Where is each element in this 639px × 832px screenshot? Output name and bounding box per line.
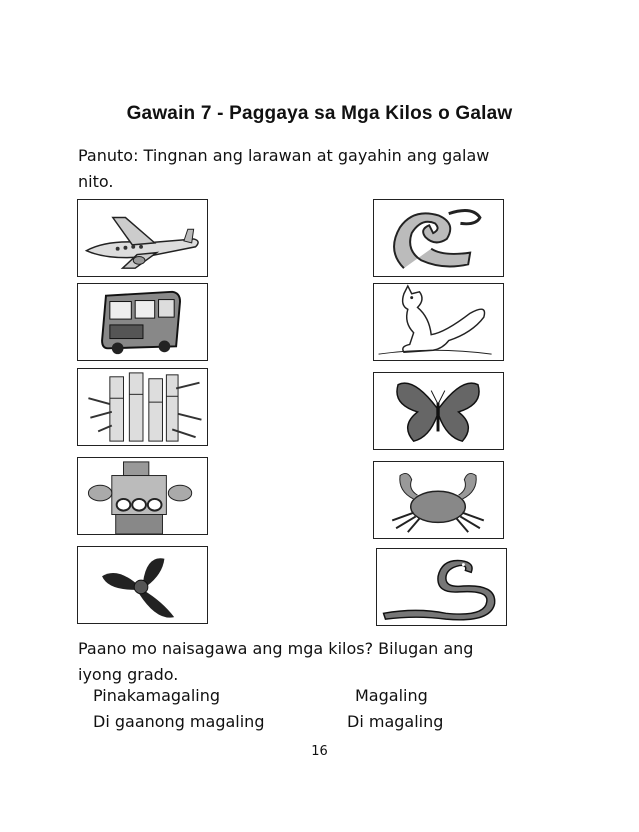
propeller-icon: [78, 547, 207, 623]
page-number: 16: [311, 744, 328, 759]
grade-poor[interactable]: Di magaling: [347, 712, 444, 731]
grade-good[interactable]: Magaling: [355, 686, 428, 705]
robot-icon: [78, 458, 207, 534]
robot-picture: [77, 457, 208, 535]
question-text: Paano mo naisagawa ang mga kilos? Bilugan ang iyong grado.: [78, 639, 474, 684]
bus-icon: [78, 284, 207, 360]
snake-picture: [376, 548, 507, 626]
worm-icon: [374, 200, 503, 276]
airplane-picture: [77, 199, 208, 277]
activity-title: Gawain 7 - Paggaya sa Mga Kilos o Galaw: [126, 103, 513, 124]
propeller-picture: [77, 546, 208, 624]
butterfly-picture: [373, 372, 504, 450]
kangaroo-picture: [373, 283, 504, 361]
crab-icon: [374, 462, 503, 538]
instruction-text: Panuto: Tingnan ang larawan at gayahin ang galaw nito.: [78, 146, 490, 191]
butterfly-icon: [374, 373, 503, 449]
snake-icon: [377, 549, 506, 625]
kangaroo-icon: [374, 284, 503, 360]
grade-best[interactable]: Pinakamagaling: [93, 686, 221, 705]
bus-picture: [77, 283, 208, 361]
worm-picture: [373, 199, 504, 277]
grade-fair[interactable]: Di gaanong magaling: [93, 712, 265, 731]
bamboo-picture: [77, 368, 208, 446]
airplane-icon: [78, 200, 207, 276]
bamboo-icon: [78, 369, 207, 445]
crab-picture: [373, 461, 504, 539]
